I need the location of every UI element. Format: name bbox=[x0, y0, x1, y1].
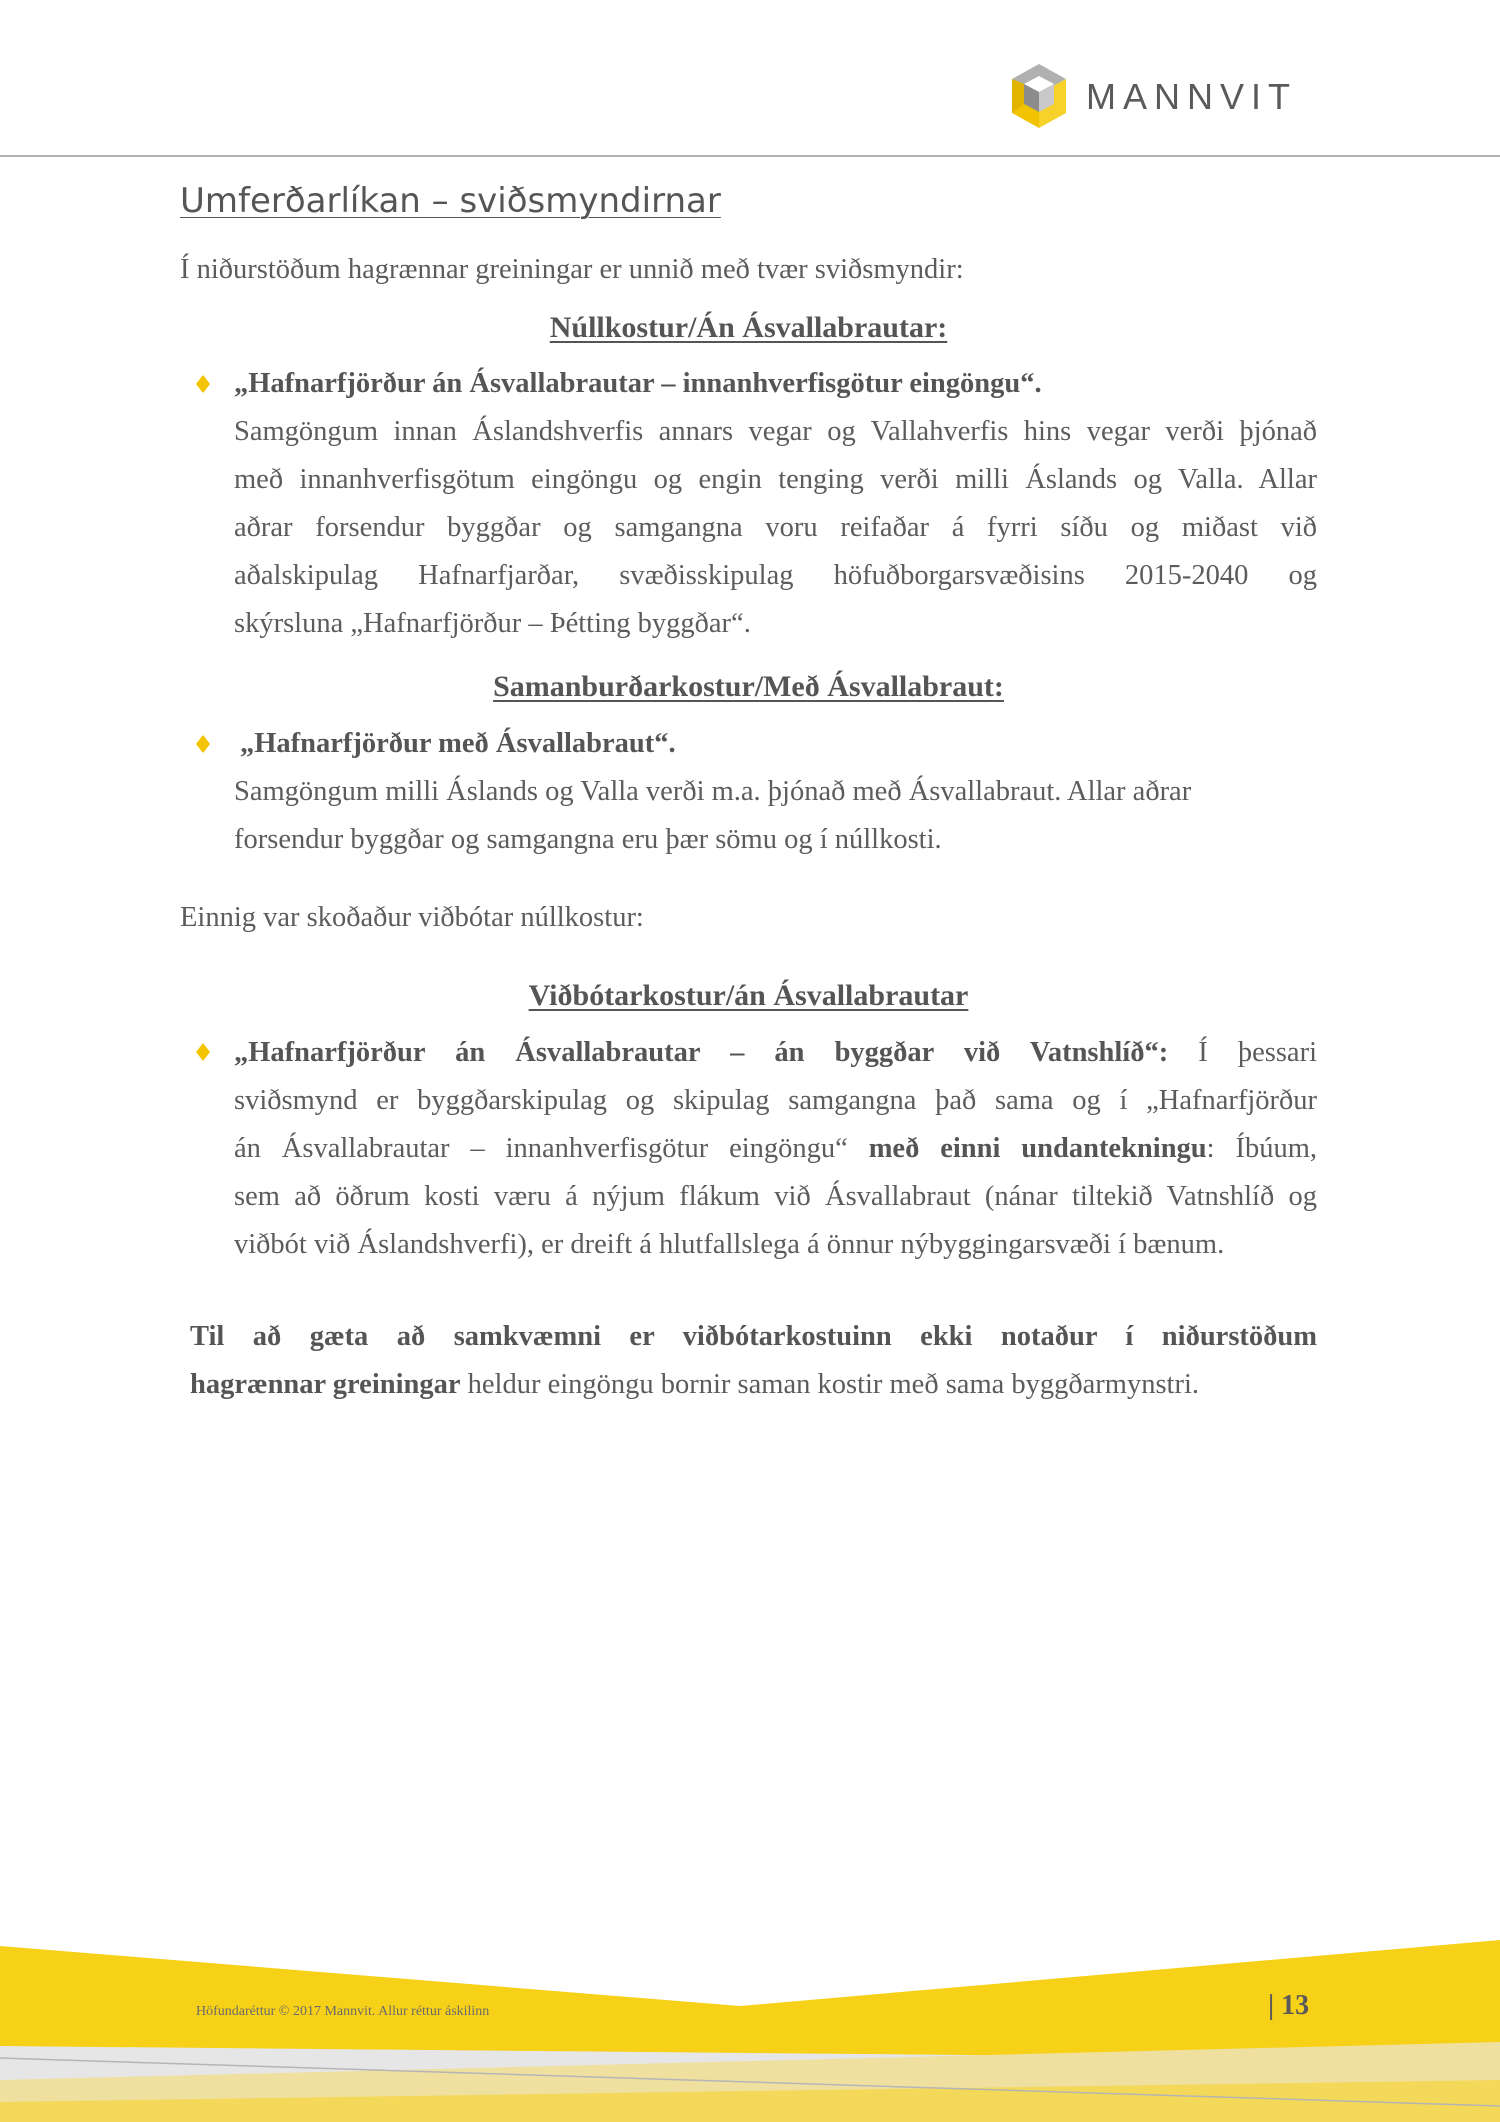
scenario-line: forsendur byggðar og samgangna eru þær sömu og í núllkosti. bbox=[234, 824, 942, 855]
diamond-bullet-icon bbox=[193, 1042, 213, 1062]
brand-name: MANNVIT bbox=[1086, 76, 1297, 117]
scenario-title: „Hafnarfjörður án Ásvallabrautar – án byggðar við Vatnshlíð“: bbox=[234, 1037, 1169, 1068]
scenario-text: Í þessari bbox=[1168, 1037, 1317, 1068]
footer-copyright: Höfundaréttur © 2017 Mannvit. Allur réttur áskilinn bbox=[196, 2004, 490, 2019]
header-divider bbox=[0, 155, 1500, 157]
scenario-line: aðalskipulag Hafnarfjarðar, svæðisskipulag höfuðborgarsvæðisins 2015-2040 og bbox=[234, 560, 1317, 591]
closing-statement bbox=[190, 1313, 1317, 1409]
section-heading-comparison-option: Samanburðarkostur/Með Ásvallabraut: bbox=[493, 670, 1004, 703]
section-heading-null-option: Núllkostur/Án Ásvallabrautar: bbox=[549, 311, 948, 344]
scenario-first-line bbox=[234, 1029, 1317, 1077]
closing-text: heldur eingöngu bornir saman kostir með sama byggðarmynstri. bbox=[460, 1369, 1199, 1400]
page-number: | 13 bbox=[1268, 1990, 1310, 2021]
scenario-line: Samgöngum innan Áslandshverfis annars vegar og Vallahverfis hins vegar verði þjónað bbox=[234, 416, 1317, 447]
mannvit-cube-icon bbox=[1008, 62, 1070, 132]
closing-bold-text: hagrænnar greiningar bbox=[190, 1369, 461, 1400]
additional-option-text: Einnig var skoðaður viðbótar núllkostur: bbox=[180, 902, 644, 933]
footer-decoration bbox=[0, 1930, 1500, 2122]
scenario-line: sviðsmynd er byggðarskipulag og skipulag samgangna það sama og í „Hafnarfjörður bbox=[234, 1085, 1317, 1116]
scenario-line bbox=[234, 1125, 1317, 1173]
scenario-line: viðbót við Áslandshverfi), er dreift á hlutfallslega á önnur nýbyggingarsvæði í bænum. bbox=[234, 1229, 1225, 1260]
mannvit-logo bbox=[1008, 62, 1297, 132]
scenario-item-comparison bbox=[234, 720, 1317, 864]
closing-line bbox=[190, 1361, 1317, 1409]
scenario-line: skýrsluna „Hafnarfjörður – Þétting byggðar“. bbox=[234, 608, 751, 639]
exception-emphasis: með einni undantekningu bbox=[868, 1133, 1207, 1164]
section-heading-additional-option: Viðbótarkostur/án Ásvallabrautar bbox=[528, 979, 969, 1012]
scenario-line: Samgöngum milli Áslands og Valla verði m.a. þjónað með Ásvallabraut. Allar aðrar bbox=[234, 776, 1192, 807]
page-title: Umferðarlíkan – sviðsmyndirnar bbox=[180, 181, 721, 221]
scenario-text: án Ásvallabrautar – innanhverfisgötur eingöngu“ bbox=[234, 1133, 869, 1164]
diamond-bullet-icon bbox=[193, 374, 213, 394]
scenario-text: : Íbúum, bbox=[1206, 1133, 1317, 1164]
scenario-item-null bbox=[234, 360, 1317, 648]
scenario-line: aðrar forsendur byggðar og samgangna voru reifaðar á fyrri síðu og miðast við bbox=[234, 512, 1317, 543]
scenario-line: sem að öðrum kosti væru á nýjum flákum við Ásvallabraut (nánar tiltekið Vatnshlíð og bbox=[234, 1181, 1317, 1212]
intro-text: Í niðurstöðum hagrænnar greiningar er unnið með tvær sviðsmyndir: bbox=[180, 254, 964, 285]
diamond-bullet-icon bbox=[193, 734, 213, 754]
scenario-item-additional bbox=[234, 1029, 1317, 1269]
scenario-line: með innanhverfisgötum eingöngu og engin tenging verði milli Áslands og Valla. Allar bbox=[234, 464, 1317, 495]
scenario-title: „Hafnarfjörður með Ásvallabraut“. bbox=[240, 728, 676, 759]
scenario-title: „Hafnarfjörður án Ásvallabrautar – innanhverfisgötur eingöngu“. bbox=[234, 368, 1042, 399]
closing-bold-line: Til að gæta að samkvæmni er viðbótarkostuinn ekki notaður í niðurstöðum bbox=[190, 1321, 1317, 1352]
